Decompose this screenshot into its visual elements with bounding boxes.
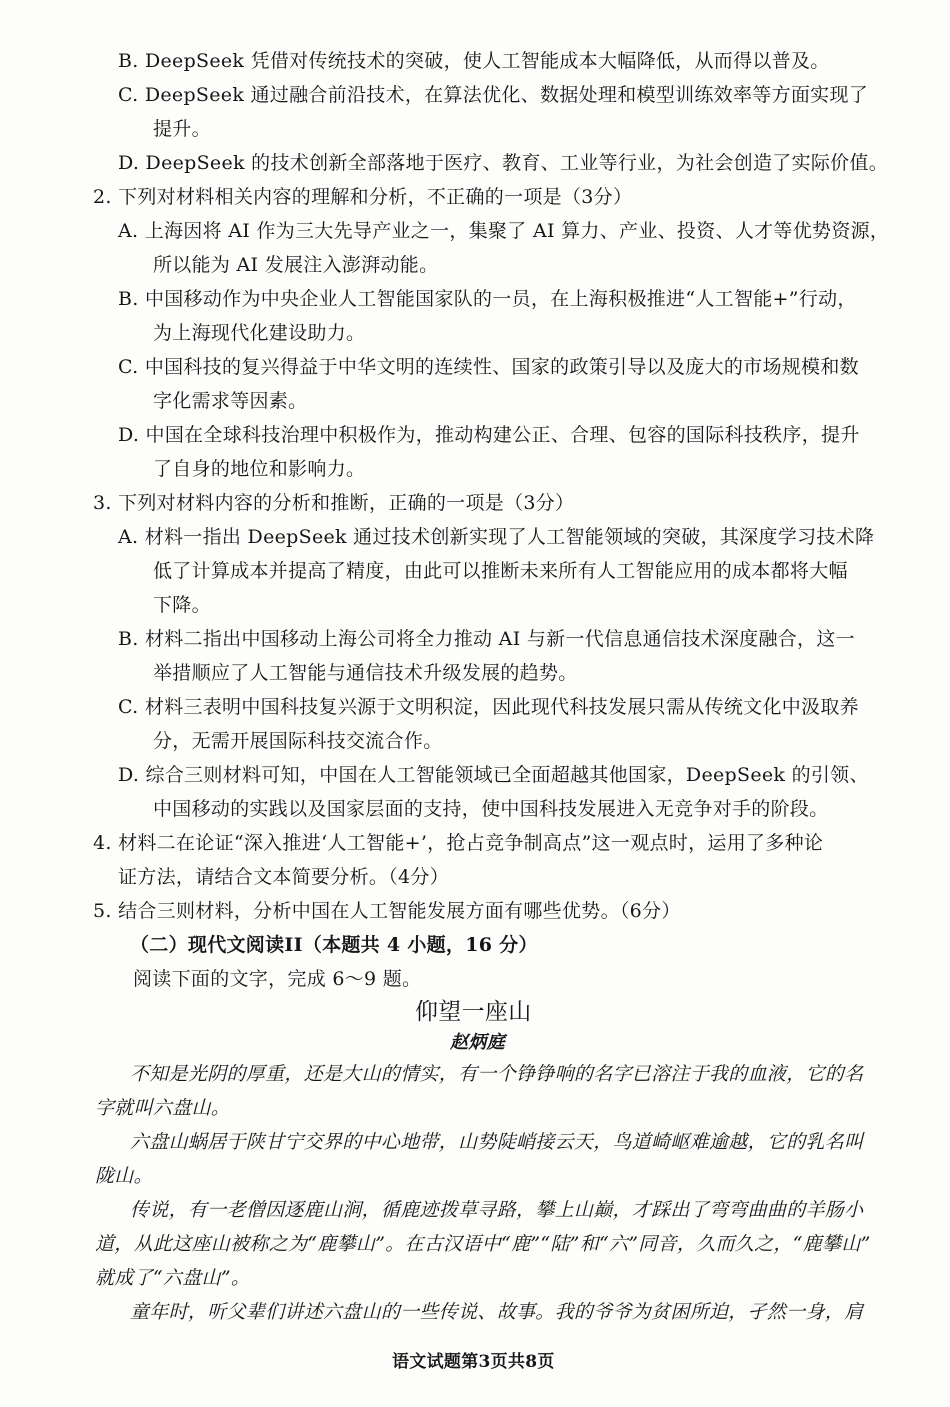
article-paragraph-line: 陇山。 — [95, 1165, 153, 1187]
q2-option-d-cont: 了自身的地位和影响力。 — [153, 458, 366, 480]
q2-option-a-line: A. 上海因将 AI 作为三大先导产业之一，集聚了 AI 算力、产业、投资、人才等优势资源， — [118, 220, 890, 242]
q3-option-c-cont: 分，无需开展国际科技交流合作。 — [153, 730, 443, 752]
question-4-stem: 4. 材料二在论证“深入推进‘人工智能+’，抢占竞争制高点”这一观点时，运用了多种论 — [93, 832, 824, 854]
q3-option-a-cont2: 下降。 — [153, 594, 211, 616]
q2-option-c-line: C. 中国科技的复兴得益于中华文明的连续性、国家的政策引导以及庞大的市场规模和数 — [118, 356, 859, 378]
article-paragraph-line: 道，从此这座山被称之为“鹿攀山”。在古汉语中“鹿”“陆”和“六”同音，久而久之，“鹿攀山” — [95, 1233, 871, 1255]
q3-option-c-line: C. 材料三表明中国科技复兴源于文明积淀，因此现代科技发展只需从传统文化中汲取养 — [118, 696, 859, 718]
q1-option-c-line: C. DeepSeek 通过融合前沿技术，在算法优化、数据处理和模型训练效率等方面实现了 — [118, 84, 869, 106]
question-3-stem: 3. 下列对材料内容的分析和推断，正确的一项是（3分） — [93, 492, 575, 514]
q3-option-a-line: A. 材料一指出 DeepSeek 通过技术创新实现了人工智能领域的突破，其深度学习技术降 — [118, 526, 875, 548]
q2-option-a-cont: 所以能为 AI 发展注入澎湃动能。 — [153, 254, 439, 276]
q2-option-d-line: D. 中国在全球科技治理中积极作为，推动构建公正、合理、包容的国际科技秩序，提升 — [118, 424, 860, 446]
q2-option-b-cont: 为上海现代化建设助力。 — [153, 322, 366, 344]
q3-option-b-line: B. 材料二指出中国移动上海公司将全力推动 AI 与新一代信息通信技术深度融合，这一 — [118, 628, 855, 650]
q2-option-b-line: B. 中国移动作为中央企业人工智能国家队的一员，在上海积极推进“人工智能+”行动， — [118, 288, 857, 310]
article-paragraph-line: 传说，有一老僧因逐鹿山涧，循鹿迹拨草寻路，攀上山巅，才踩出了弯弯曲曲的羊肠小 — [130, 1199, 864, 1221]
reading-instruction: 阅读下面的文字，完成 6～9 题。 — [133, 968, 422, 990]
q3-option-b-cont: 举措顺应了人工智能与通信技术升级发展的趋势。 — [153, 662, 578, 684]
q3-option-a-cont: 低了计算成本并提高了精度，由此可以推断未来所有人工智能应用的成本都将大幅 — [153, 560, 848, 582]
article-paragraph-line: 就成了“六盘山”。 — [95, 1267, 251, 1289]
article-paragraph-line: 字就叫六盘山。 — [95, 1097, 231, 1119]
question-5-stem: 5. 结合三则材料，分析中国在人工智能发展方面有哪些优势。（6分） — [93, 900, 681, 922]
question-4-cont: 证方法，请结合文本简要分析。（4分） — [118, 866, 449, 888]
q1-option-b-line: B. DeepSeek 凭借对传统技术的突破，使人工智能成本大幅降低，从而得以普及。 — [118, 50, 830, 72]
section-heading: （二）现代文阅读II（本题共 4 小题，16 分） — [130, 934, 538, 956]
q1-option-d-line: D. DeepSeek 的技术创新全部落地于医疗、教育、工业等行业，为社会创造了实际价值。 — [118, 152, 889, 174]
q2-option-c-cont: 字化需求等因素。 — [153, 390, 308, 412]
question-2-stem: 2. 下列对材料相关内容的理解和分析，不正确的一项是（3分） — [93, 186, 633, 208]
article-paragraph-line: 不知是光阴的厚重，还是大山的情实，有一个铮铮响的名字已溶注于我的血液，它的名 — [130, 1063, 864, 1085]
article-paragraph-line: 六盘山蜗居于陕甘宁交界的中心地带，山势陡峭接云天，鸟道崎岖难逾越，它的乳名叫 — [130, 1131, 864, 1153]
q1-option-c-cont: 提升。 — [153, 118, 211, 140]
article-title: 仰望一座山 — [415, 999, 532, 1025]
article-author: 赵炳庭 — [450, 1032, 505, 1053]
article-paragraph-line: 童年时，听父辈们讲述六盘山的一些传说、故事。我的爷爷为贫困所迫，孑然一身，肩 — [130, 1301, 864, 1323]
q3-option-d-cont: 中国移动的实践以及国家层面的支持，使中国科技发展进入无竞争对手的阶段。 — [153, 798, 829, 820]
q3-option-d-line: D. 综合三则材料可知，中国在人工智能领域已全面超越其他国家，DeepSeek 的引领、 — [118, 764, 869, 786]
page-footer: 语文试题第3页共8页 — [392, 1352, 555, 1372]
